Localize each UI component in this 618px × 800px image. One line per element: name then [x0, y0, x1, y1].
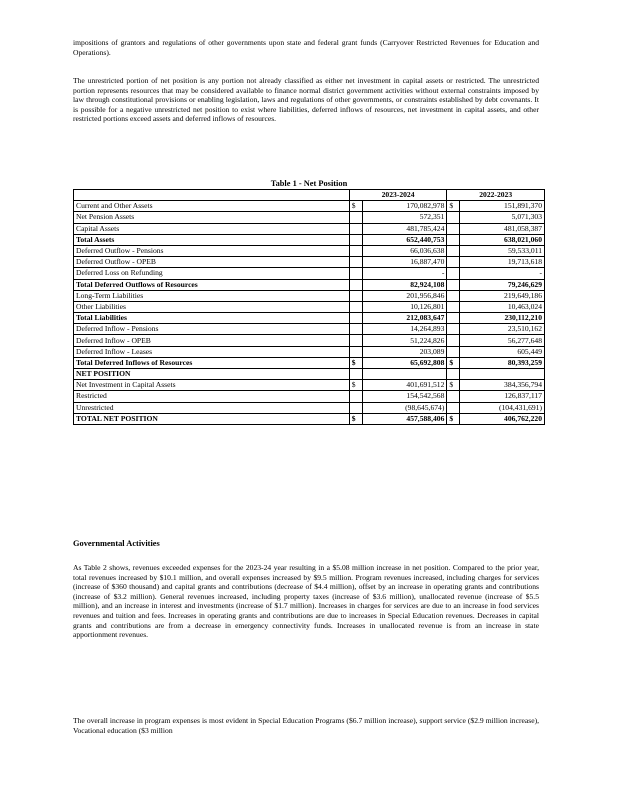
- currency-sign-2024: [349, 369, 362, 380]
- currency-sign-2024: $: [349, 201, 362, 212]
- table-row: [74, 223, 545, 234]
- value-2024: 572,351: [362, 212, 447, 223]
- table-body: [74, 201, 545, 425]
- currency-sign-2023: [447, 268, 460, 279]
- table-row: [74, 346, 545, 357]
- table-row: [74, 380, 545, 391]
- currency-sign-2024: [349, 301, 362, 312]
- currency-sign-2024: [349, 391, 362, 402]
- table-row: [74, 212, 545, 223]
- value-2024: 10,126,801: [362, 301, 447, 312]
- value-2023: 605,449: [460, 346, 545, 357]
- value-2023: 384,356,794: [460, 380, 545, 391]
- value-2024: 212,083,647: [362, 313, 447, 324]
- row-label: Deferred Outflow - Pensions: [74, 245, 350, 256]
- governmental-paragraph-1: As Table 2 shows, revenues exceeded expenses for the 2023-24 year resulting in a $5.08 million increase in net position. Compared to the prior year, total revenues increased by $10.1 million, and overall expenses increased by $9.5 million. Program revenues increased, including charges for services (increase of $360 thousand) and capital grants and contributions (decrease of $4.4 million), offset by an increase in operating grants and contributions (increase of $3.2 million). General revenues increased, including property taxes (increase of $3.6 million), unallocated revenue (increase of $5.5 million), and an increase in interest and investments (increase of $1.7 million). Increases in charges for services are due to an increase in food services revenues and tuition and fees. Increases in operating grants and contributions are due to increases in Special Education revenues. Decreases in capital grants and contributions are from a decrease in emergency connectivity funds. Increases in unallocated revenue is from an increase in state apportionment revenues.: [73, 563, 539, 640]
- currency-sign-2023: [447, 369, 460, 380]
- currency-sign-2024: [349, 212, 362, 223]
- header-2024: 2023-2024: [349, 190, 447, 201]
- value-2024: 481,785,424: [362, 223, 447, 234]
- value-2024: 201,956,846: [362, 290, 447, 301]
- table-row: [74, 301, 545, 312]
- value-2024: 65,692,808: [362, 357, 447, 368]
- value-2024: 51,224,826: [362, 335, 447, 346]
- row-label: Total Deferred Inflows of Resources: [74, 357, 350, 368]
- table-row: [74, 369, 545, 380]
- value-2023: 56,277,648: [460, 335, 545, 346]
- value-2023: 10,463,024: [460, 301, 545, 312]
- header-2023: 2022-2023: [447, 190, 545, 201]
- table-row: [74, 268, 545, 279]
- table-row: [74, 391, 545, 402]
- currency-sign-2024: $: [349, 357, 362, 368]
- value-2024: 652,440,753: [362, 234, 447, 245]
- currency-sign-2024: [349, 268, 362, 279]
- value-2023: 230,112,210: [460, 313, 545, 324]
- currency-sign-2024: [349, 335, 362, 346]
- value-2024: 14,264,893: [362, 324, 447, 335]
- table-row: [74, 324, 545, 335]
- currency-sign-2023: [447, 257, 460, 268]
- value-2023: 481,058,387: [460, 223, 545, 234]
- value-2024: 170,082,978: [362, 201, 447, 212]
- value-2023: 59,533,011: [460, 245, 545, 256]
- currency-sign-2024: [349, 279, 362, 290]
- value-2024: 82,924,108: [362, 279, 447, 290]
- currency-sign-2023: [447, 391, 460, 402]
- value-2024: 66,036,638: [362, 245, 447, 256]
- table-title: Table 1 - Net Position: [270, 179, 348, 188]
- row-label: Other Liabilities: [74, 301, 350, 312]
- header-label-cell: [74, 190, 350, 201]
- currency-sign-2023: [447, 223, 460, 234]
- row-label: Current and Other Assets: [74, 201, 350, 212]
- row-label: Total Assets: [74, 234, 350, 245]
- table-row: [74, 279, 545, 290]
- currency-sign-2023: [447, 279, 460, 290]
- currency-sign-2024: [349, 223, 362, 234]
- currency-sign-2024: $: [349, 413, 362, 424]
- row-label: Total Deferred Outflows of Resources: [74, 279, 350, 290]
- currency-sign-2023: $: [447, 413, 460, 424]
- value-2023: -: [460, 268, 545, 279]
- value-2023: 219,649,186: [460, 290, 545, 301]
- currency-sign-2023: $: [447, 201, 460, 212]
- value-2023: 19,713,618: [460, 257, 545, 268]
- table-row: [74, 257, 545, 268]
- value-2023: 5,071,303: [460, 212, 545, 223]
- value-2023: 406,762,220: [460, 413, 545, 424]
- table-row: [74, 413, 545, 424]
- value-2024: 401,691,512: [362, 380, 447, 391]
- value-2024: 16,887,470: [362, 257, 447, 268]
- table-row: [74, 313, 545, 324]
- governmental-activities-heading: Governmental Activities: [73, 539, 160, 548]
- value-2023: 80,393,259: [460, 357, 545, 368]
- currency-sign-2024: [349, 257, 362, 268]
- row-label: Deferred Loss on Refunding: [74, 268, 350, 279]
- value-2023: (104,431,691): [460, 402, 545, 413]
- row-label: Deferred Inflow - OPEB: [74, 335, 350, 346]
- table-row: [74, 245, 545, 256]
- currency-sign-2024: [349, 313, 362, 324]
- currency-sign-2024: [349, 402, 362, 413]
- row-label: Net Pension Assets: [74, 212, 350, 223]
- value-2024: -: [362, 268, 447, 279]
- row-label: Unrestricted: [74, 402, 350, 413]
- currency-sign-2023: [447, 335, 460, 346]
- value-2024: 154,542,568: [362, 391, 447, 402]
- value-2024: (98,645,674): [362, 402, 447, 413]
- currency-sign-2023: [447, 346, 460, 357]
- governmental-paragraph-2: The overall increase in program expenses is most evident in Special Education Programs ($6.7 million increase), support service ($2.9 million increase), Vocational education ($3 million: [73, 716, 539, 735]
- currency-sign-2023: $: [447, 380, 460, 391]
- row-label: Restricted: [74, 391, 350, 402]
- table-row: [74, 201, 545, 212]
- currency-sign-2023: [447, 290, 460, 301]
- row-label: Long-Term Liabilities: [74, 290, 350, 301]
- row-label: TOTAL NET POSITION: [74, 413, 350, 424]
- net-position-table: [73, 189, 545, 425]
- currency-sign-2024: [349, 346, 362, 357]
- value-2023: 79,246,629: [460, 279, 545, 290]
- currency-sign-2023: [447, 324, 460, 335]
- row-label: Capital Assets: [74, 223, 350, 234]
- currency-sign-2024: [349, 234, 362, 245]
- currency-sign-2023: [447, 234, 460, 245]
- row-label: Net Investment in Capital Assets: [74, 380, 350, 391]
- value-2023: 151,891,370: [460, 201, 545, 212]
- value-2024: 457,588,406: [362, 413, 447, 424]
- table-header-row: [74, 190, 545, 201]
- value-2024: [362, 369, 447, 380]
- currency-sign-2024: [349, 290, 362, 301]
- row-label: NET POSITION: [74, 369, 350, 380]
- value-2024: 203,089: [362, 346, 447, 357]
- currency-sign-2024: $: [349, 380, 362, 391]
- currency-sign-2023: [447, 212, 460, 223]
- table-row: [74, 357, 545, 368]
- currency-sign-2024: [349, 324, 362, 335]
- value-2023: 23,510,162: [460, 324, 545, 335]
- unrestricted-paragraph: The unrestricted portion of net position is any portion not already classified as either net investment in capital assets or restricted. The unrestricted portion represents resources that may be considered available to finance normal district government activities without external constraints imposed by law through constitutional provisions or enabling legislation, laws and regulations of other governments, or constraints established by debt covenants. It is possible for a negative unrestricted net position to exist where liabilities, deferred inflows of resources, net investment in capital assets, and other restricted portions exceed assets and deferred inflows of resources.: [73, 76, 539, 124]
- currency-sign-2023: [447, 313, 460, 324]
- row-label: Deferred Inflow - Pensions: [74, 324, 350, 335]
- currency-sign-2023: [447, 402, 460, 413]
- value-2023: 638,021,060: [460, 234, 545, 245]
- row-label: Deferred Inflow - Leases: [74, 346, 350, 357]
- table-row: [74, 402, 545, 413]
- currency-sign-2023: $: [447, 357, 460, 368]
- table-row: [74, 290, 545, 301]
- row-label: Deferred Outflow - OPEB: [74, 257, 350, 268]
- value-2023: [460, 369, 545, 380]
- currency-sign-2023: [447, 245, 460, 256]
- intro-paragraph: impositions of grantors and regulations of other governments upon state and federal grant funds (Carryover Restricted Revenues for Education and Operations).: [73, 38, 539, 57]
- value-2023: 126,837,117: [460, 391, 545, 402]
- table-row: [74, 234, 545, 245]
- currency-sign-2024: [349, 245, 362, 256]
- row-label: Total Liabilities: [74, 313, 350, 324]
- currency-sign-2023: [447, 301, 460, 312]
- table-row: [74, 335, 545, 346]
